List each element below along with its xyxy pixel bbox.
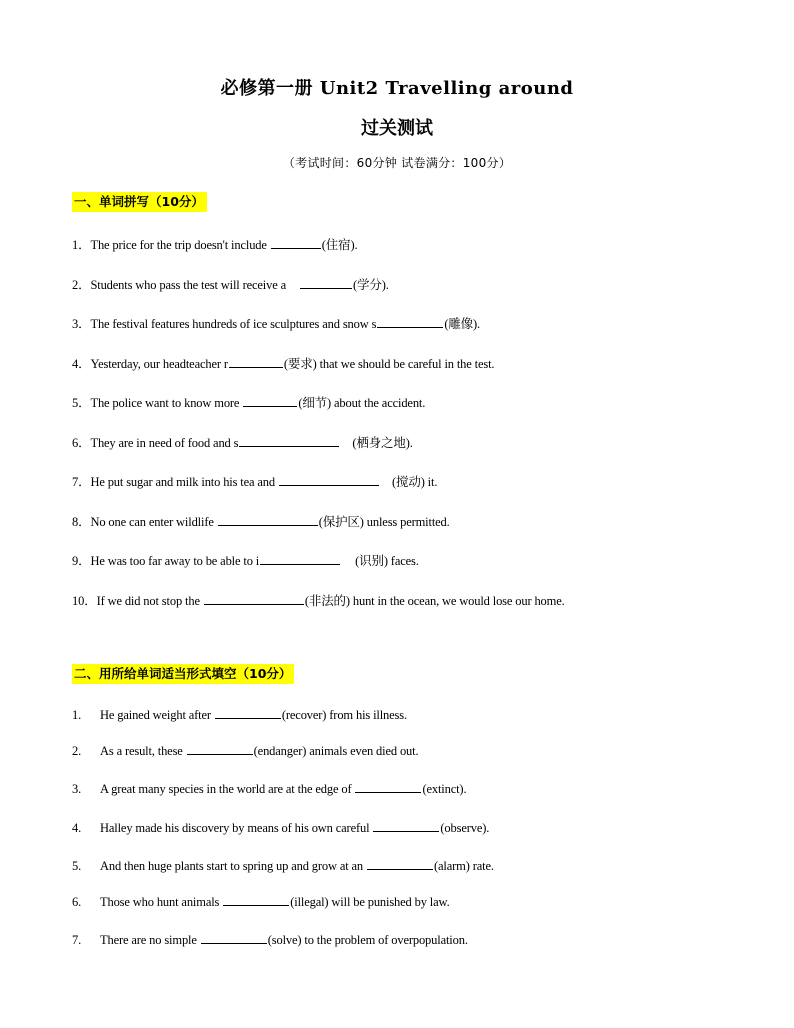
answer-blank[interactable] [187, 742, 253, 755]
question-hint: (observe). [440, 821, 490, 835]
section2-heading: 二、用所给单词适当形式填空（10分） [72, 664, 294, 684]
s1-question-9 [72, 551, 419, 569]
question-number: 8． [72, 515, 91, 529]
question-text: A great many species in the world are at the edge of [100, 782, 355, 796]
question-text: The festival features hundreds of ice sculptures and snow s [90, 317, 377, 331]
s1-question-8 [72, 512, 450, 530]
question-hint: (非法的) hunt in the ocean, we would lose our home. [304, 594, 565, 608]
question-number: 4. [72, 821, 82, 835]
question-hint: (栖身之地). [352, 436, 413, 450]
question-hint: (solve) to the problem of overpopulation. [267, 933, 468, 947]
answer-blank[interactable] [204, 592, 304, 605]
question-number: 7． [72, 475, 91, 489]
question-text: Students who pass the test will receive a [90, 278, 289, 292]
question-text: He gained weight after [100, 708, 214, 722]
question-text: No one can enter wildlife [90, 515, 217, 529]
question-hint: (illegal) will be punished by law. [290, 895, 450, 909]
page-subtitle: 过关测试 [361, 118, 433, 139]
s2-question-7 [72, 931, 468, 948]
section1-heading: 一、单词拼写（10分） [72, 192, 207, 212]
answer-blank[interactable] [201, 931, 267, 944]
answer-blank[interactable] [243, 394, 297, 407]
s2-question-4 [72, 819, 489, 836]
question-number: 6. [72, 895, 82, 909]
s2-question-2 [72, 742, 418, 759]
question-number: 2． [72, 278, 91, 292]
s1-question-7 [72, 472, 437, 490]
s1-question-1 [72, 235, 357, 253]
s1-question-3 [72, 314, 480, 332]
s1-question-2 [72, 275, 389, 293]
question-text: The price for the trip doesn't include [90, 238, 270, 252]
answer-blank[interactable] [373, 819, 439, 832]
question-number: 5. [72, 859, 82, 873]
answer-blank[interactable] [218, 513, 318, 526]
question-text: And then huge plants start to spring up and grow at an [100, 859, 367, 873]
question-number: 3． [72, 317, 91, 331]
question-number: 5． [72, 396, 91, 410]
question-text: He was too far away to be able to i [90, 554, 260, 568]
s2-question-3 [72, 780, 466, 797]
page-title: 必修第一册 Unit2 Travelling around [220, 78, 574, 99]
question-text: There are no simple [100, 933, 200, 947]
question-number: 6． [72, 436, 91, 450]
question-number: 10． [72, 594, 97, 608]
question-hint: (搅动) it. [391, 475, 438, 489]
question-text: The police want to know more [90, 396, 243, 410]
question-number: 2. [72, 744, 82, 758]
s2-question-6 [72, 893, 450, 910]
question-hint: (细节) about the accident. [298, 396, 426, 410]
question-text: He put sugar and milk into his tea and [90, 475, 278, 489]
answer-blank[interactable] [355, 780, 421, 793]
answer-blank[interactable] [377, 315, 443, 328]
s1-question-4 [72, 354, 494, 372]
answer-blank[interactable] [215, 706, 281, 719]
question-number: 7. [72, 933, 82, 947]
question-hint: (识别) faces. [355, 554, 419, 568]
question-number: 4． [72, 357, 91, 371]
s1-question-6 [72, 433, 413, 451]
question-hint: (要求) that we should be careful in the test. [283, 357, 495, 371]
answer-blank[interactable] [239, 434, 339, 447]
question-number: 9． [72, 554, 91, 568]
exam-note: （考试时间：60分钟 试卷满分：100分） [282, 156, 512, 170]
question-hint: (extinct). [422, 782, 467, 796]
question-text: As a result, these [100, 744, 186, 758]
question-text: They are in need of food and s [90, 436, 239, 450]
answer-blank[interactable] [367, 857, 433, 870]
question-hint: (endanger) animals even died out. [253, 744, 419, 758]
question-hint: (alarm) rate. [434, 859, 494, 873]
question-hint: (雕像). [444, 317, 481, 331]
answer-blank[interactable] [279, 473, 379, 486]
question-text: If we did not stop the [96, 594, 203, 608]
question-hint: (住宿). [321, 238, 358, 252]
answer-blank[interactable] [223, 893, 289, 906]
question-hint: (保护区) unless permitted. [318, 515, 450, 529]
answer-blank[interactable] [260, 552, 340, 565]
answer-blank[interactable] [271, 236, 321, 249]
answer-blank[interactable] [229, 355, 283, 368]
question-text: Those who hunt animals [100, 895, 223, 909]
s2-question-1 [72, 706, 407, 723]
question-hint: (recover) from his illness. [281, 708, 407, 722]
s1-question-5 [72, 393, 425, 411]
s1-question-10 [72, 591, 565, 609]
question-number: 1. [72, 708, 82, 722]
question-number: 3. [72, 782, 82, 796]
question-hint: (学分). [352, 278, 389, 292]
answer-blank[interactable] [300, 276, 352, 289]
question-text: Halley made his discovery by means of his own careful [100, 821, 373, 835]
question-number: 1． [72, 238, 91, 252]
question-text: Yesterday, our headteacher r [90, 357, 228, 371]
s2-question-5 [72, 857, 494, 874]
